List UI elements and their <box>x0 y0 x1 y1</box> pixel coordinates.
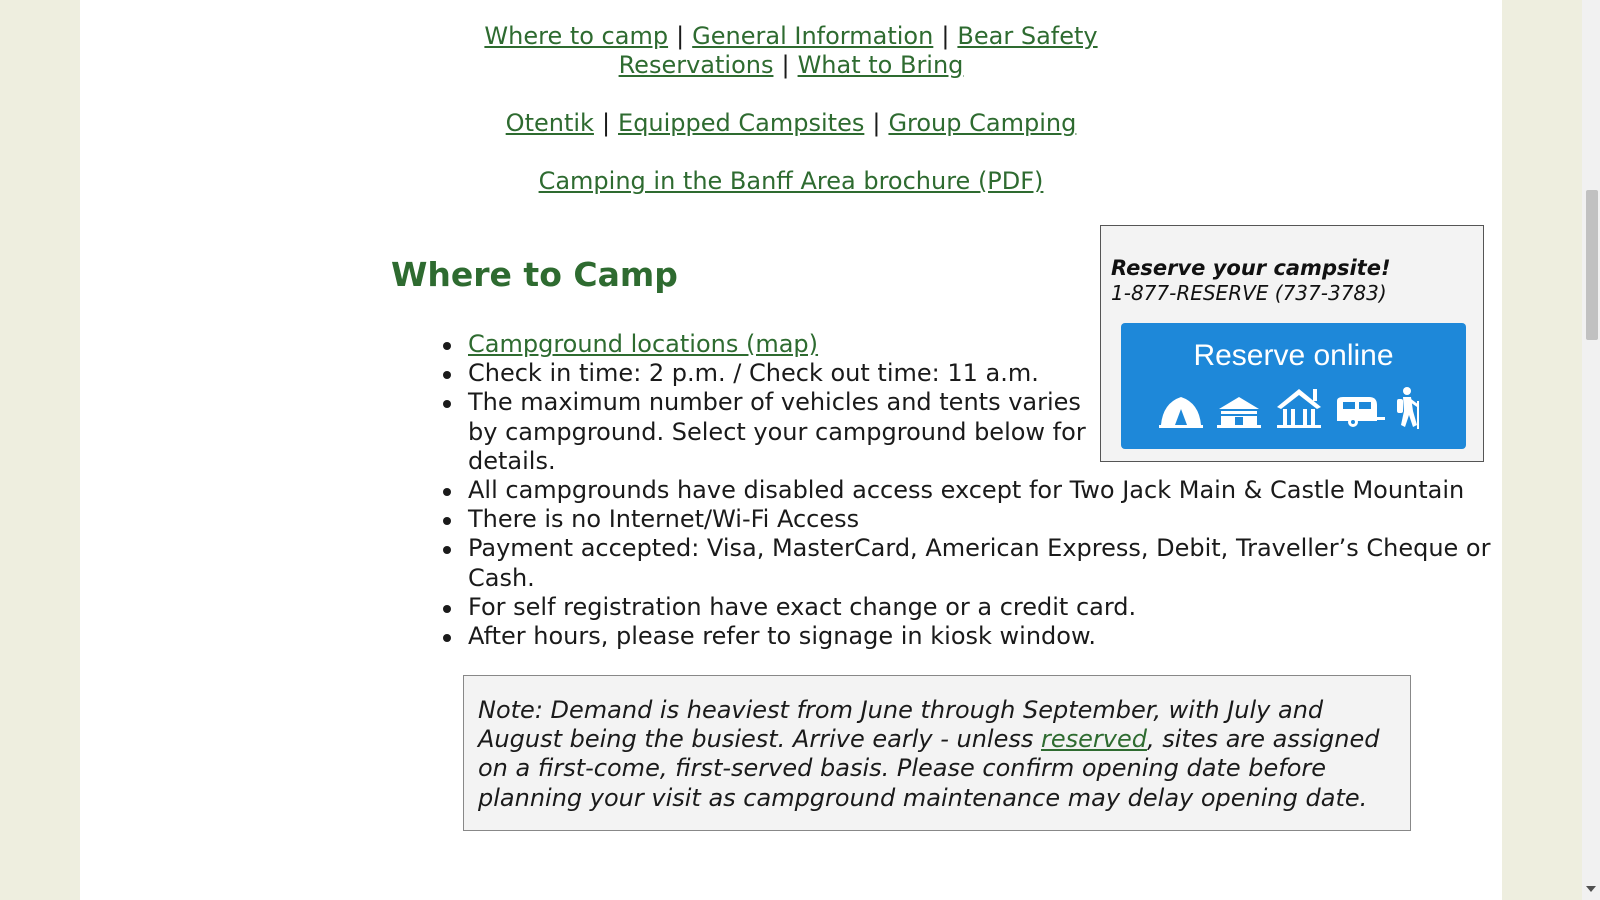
nav-link-reservations[interactable]: Reservations <box>618 51 774 79</box>
rv-trailer-icon <box>1337 397 1385 427</box>
hiker-icon <box>1397 387 1419 429</box>
brochure-row <box>80 166 1502 196</box>
nav-row-2 <box>80 50 1502 80</box>
vertical-scrollbar[interactable] <box>1582 0 1600 900</box>
nav-separator: | <box>676 22 685 50</box>
nav-link-general-information[interactable]: General Information <box>692 22 934 50</box>
yurt-icon <box>1217 397 1261 428</box>
brochure-pdf-link[interactable]: Camping in the Banff Area brochure (PDF) <box>538 167 1044 195</box>
page-content <box>80 0 1502 900</box>
nav-row-3 <box>80 108 1502 138</box>
note-text-before: Note: Demand is heaviest from June through September, with July and August being the busiest. Arrive early - unless <box>478 696 1324 754</box>
demand-note-box <box>463 675 1411 831</box>
reserve-title: Reserve your campsite! <box>1111 256 1391 280</box>
scrollbar-thumb[interactable] <box>1586 190 1598 340</box>
list-item: The maximum number of vehicles and tents varies by campground. Select your campground below for details. <box>468 388 1108 476</box>
tent-icon <box>1159 397 1203 428</box>
nav-link-where-to-camp[interactable]: Where to camp <box>484 22 669 50</box>
cabin-icon <box>1277 389 1321 428</box>
list-item: There is no Internet/Wi-Fi Access <box>468 505 1508 534</box>
nav-link-what-to-bring[interactable]: What to Bring <box>797 51 964 79</box>
list-item: After hours, please refer to signage in kiosk window. <box>468 622 1508 651</box>
nav-separator: | <box>601 109 611 137</box>
nav-row-1 <box>80 21 1502 51</box>
nav-link-otentik[interactable]: Otentik <box>505 109 594 137</box>
reserve-icons <box>1159 385 1429 433</box>
nav-link-group-camping[interactable]: Group Camping <box>888 109 1077 137</box>
scroll-down-arrow-icon[interactable] <box>1586 886 1596 892</box>
list-item: Check in time: 2 p.m. / Check out time: 11 a.m. <box>468 359 1508 388</box>
nav-link-bear-safety[interactable]: Bear Safety <box>957 22 1098 50</box>
list-item: All campgrounds have disabled access except for Two Jack Main & Castle Mountain <box>468 476 1508 505</box>
reserve-phone: 1-877-RESERVE (737-3783) <box>1111 281 1387 305</box>
list-item: Payment accepted: Visa, MasterCard, American Express, Debit, Traveller’s Cheque or Cash. <box>468 534 1508 592</box>
campground-map-link[interactable]: Campground locations (map) <box>468 330 819 358</box>
nav-separator: | <box>941 22 950 50</box>
reserve-campsite-box <box>1100 225 1484 462</box>
reserved-link[interactable]: reserved <box>1040 725 1147 754</box>
nav-separator: | <box>781 51 790 79</box>
reserve-online-label: Reserve online <box>1193 339 1394 372</box>
list-item: For self registration have exact change or a credit card. <box>468 593 1508 622</box>
note-text-after: , sites are assigned on a first-come, first-served basis. Please confirm opening date before planning your visit as campground maintenance may delay opening date. <box>478 725 1380 812</box>
section-heading: Where to Camp <box>391 255 678 294</box>
nav-separator: | <box>872 109 881 137</box>
reserve-online-button[interactable] <box>1121 323 1466 449</box>
nav-link-equipped-campsites[interactable]: Equipped Campsites <box>618 109 865 137</box>
